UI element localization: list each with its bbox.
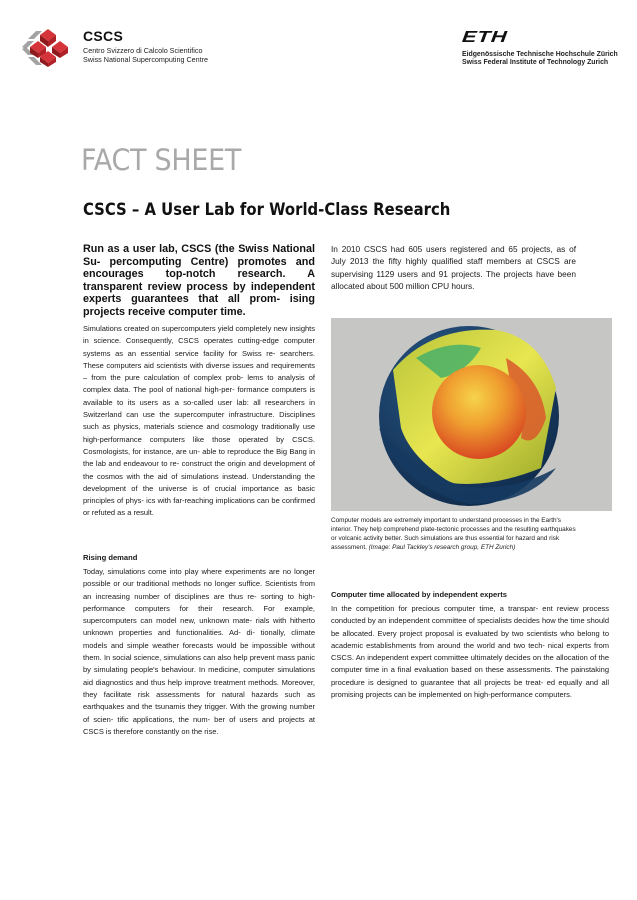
rising-demand-heading: Rising demand xyxy=(83,553,138,562)
intro-paragraph: Simulations created on supercomputers yield completely new insights in science. Consequently, CSCS operates cutting-edge computer systems as an essential service facility for Swiss re- searchers. These computers aid scientists with diverse issues and requirements – from the pure calculation of complex prob- lems to analysis of complex data. The pool of national high-per- formance computers is available to its users as a so-called user lab: all researchers in Switzerland can use the supercomputer infrastructure. Disciplines such as physics, materials science and cosmology traditionally use high-performance computers like those operated by CSCS. Cosmologists, for instance, are un- able to reproduce the Big Bang in the lab and endeavour to re- construct the origin and development of the cosmos with the aid of simulations instead. Understanding the development of the universe is of crucial importance as basic principles of phys- ics with far-reaching implications can be confirmed or refuted as a result. xyxy=(83,324,315,518)
lead-paragraph: Run as a user lab, CSCS (the Swiss National Su- percomputing Centre) promotes and encourages top-notch research. A transparent review process by independent experts guarantees that all prom- ising projects receive computer time. xyxy=(83,243,315,318)
earth-core xyxy=(432,365,526,459)
eth-subtitle-english: Swiss Federal Institute of Technology Zurich xyxy=(462,59,609,66)
earth-interior-image xyxy=(331,318,612,511)
cscs-subtitle-english: Swiss National Supercomputing Centre xyxy=(83,55,209,64)
rising-demand-paragraph: Today, simulations come into play where experiments are no longer possible or our traditional methods no longer suffice. Scientists from an increasing number of disciplines are thus re- sorting to high-performance computers for their research. For example, supercomputers can model new, unknown mate- rials with hitherto unknown properties and functionalities. Ad- di- tionally, climate models and simple weather forecasts would be impossible without them. In social science, simulations can also help prevent mass panic by simulating people's behaviour. In medicine, computer simulations aid diagnostics and thus help improve treatment methods. Moreover, they facilitate risk assessments for natural hazards such as earthquakes and the tsunamis they trigger. With the growing number of scien- tific applications, the num- ber of users and projects at CSCS is therefore constantly on the rise. xyxy=(83,567,315,736)
experts-heading: Computer time allocated by independent experts xyxy=(331,590,507,599)
stats-paragraph: In 2010 CSCS had 605 users registered and 65 projects, as of July 2013 the fifty highly qualified staff members at CSCS are supervising 1129 users and 91 projects. The projects have been allocated about 500 million CPU hours. xyxy=(331,244,576,291)
caption-text: Computer models are extremely important to understand processes in the Earth's interior. They help comprehend plate-tectonic processes and the resulting earthquakes or volcanic activity better. Such simulations are thus essential for hazard and risk assessment. xyxy=(331,517,576,551)
page-title: CSCS – A User Lab for World-Class Research xyxy=(83,200,451,219)
earth-model-illustration xyxy=(331,318,612,511)
eth-logo: ETH xyxy=(461,29,509,46)
cscs-name: CSCS xyxy=(83,28,124,44)
eth-subtitle-german: Eidgenössische Technische Hochschule Zürich xyxy=(462,51,618,58)
cscs-subtitle-italian: Centro Svizzero di Calcolo Scientifico xyxy=(83,46,203,55)
cscs-logo xyxy=(22,27,78,67)
figure-caption xyxy=(331,517,576,553)
experts-paragraph: In the competition for precious computer time, a transpar- ent review process conducted by an independent committee of specialists decides how the time should be allocated. Every project proposal is evaluated by two scientists who belong to academic establishments from around the world and two tech- nical experts from CSCS. An independent expert committee ultimately decides on the allocation of the computer time in a final evaluation based on these assessments. The painstaking procedure is designed to guarantee that all projects be treat- ed equally and all promising projects can be implemented on high-performance computers. xyxy=(331,604,609,700)
fact-sheet-label: FACT SHEET xyxy=(81,143,242,177)
caption-credit: (Image: Paul Tackley's research group, ETH Zurich) xyxy=(368,543,516,551)
